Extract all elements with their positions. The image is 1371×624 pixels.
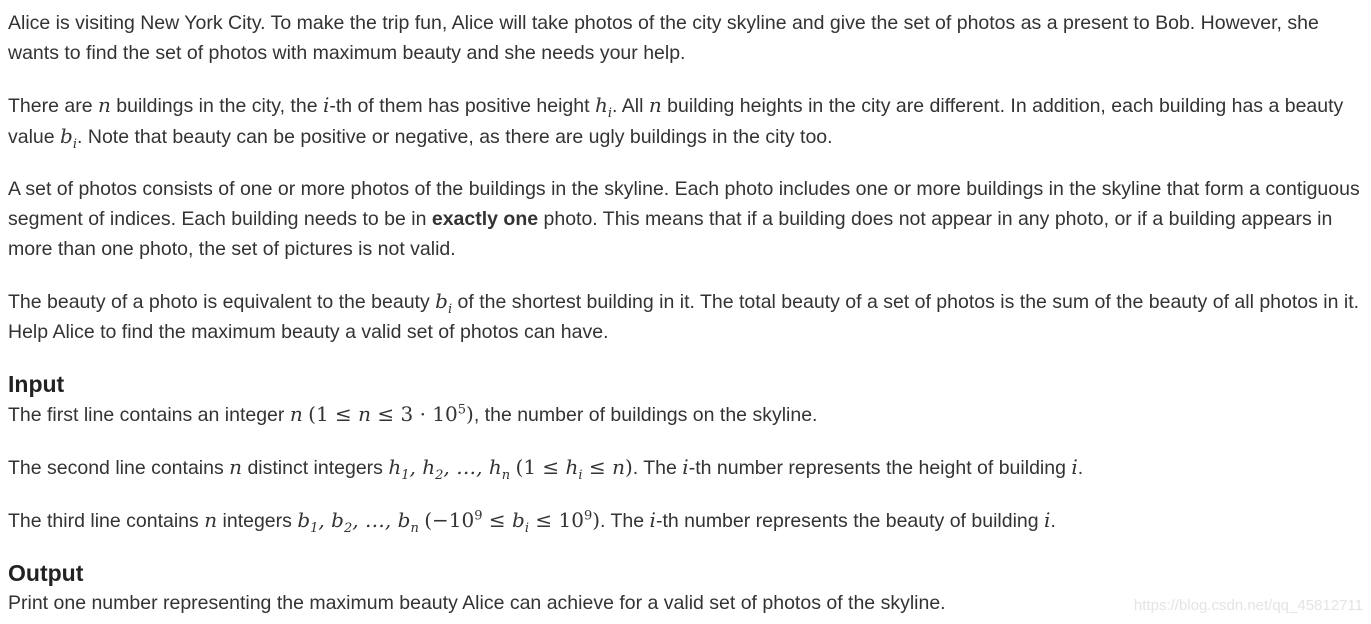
emphasis-text: exactly one <box>431 208 539 230</box>
paragraph-beauty <box>8 286 1364 347</box>
math-n: n <box>289 402 303 426</box>
text: The first line contains an integer <box>8 404 290 426</box>
text: of the shortest building in it. The total beauty of a set of photos is the sum of the beauty of all photos in it. Help Alice to find the maximum beauty a valid set of photos can have. <box>8 291 1360 343</box>
text: , the number of buildings on the skyline. <box>473 404 818 426</box>
text: buildings in the city, the <box>110 95 323 117</box>
math-n: n <box>204 508 218 532</box>
math-n: n <box>648 93 662 117</box>
text: building heights in the city are different. In addition, each building has a beauty value <box>8 95 1344 148</box>
text: A set of photos consists of one or more photos of the buildings in the skyline. Each photo includes one or more buildings in the skyline that form a contiguous segment of indices. Each building needs to be in <box>8 178 1360 230</box>
math-b-range: $(-10^9 \le b_i \le 10^9)$ <box>424 508 601 536</box>
math-i: i <box>1071 455 1078 479</box>
math-h-range: $(1 \le h_i \le n)$ <box>515 455 633 483</box>
math-n-range: $(1 \le n \le 3 \cdot 10^5)$ <box>308 402 474 426</box>
math-i: i <box>322 93 330 117</box>
math-i: i <box>682 455 689 479</box>
text: . Note that beauty can be positive or negative, as there are ugly buildings in the city too. <box>77 126 833 148</box>
text: distinct integers <box>242 457 389 479</box>
output-line: Print one number representing the maximum beauty Alice can achieve for a valid set of photos of the skyline. <box>8 592 946 614</box>
input-line-2 <box>8 452 1364 483</box>
input-heading: Input <box>8 371 65 397</box>
math-h-list: $h_1$, $h_2$, …, $h_n$ <box>388 455 511 483</box>
math-i: i <box>1044 508 1051 532</box>
text: The third line contains <box>8 510 205 532</box>
text: The second line contains <box>8 457 230 479</box>
paragraph-intro: Alice is visiting New York City. To make the trip fun, Alice will take photos of the city skyline and give the set of photos as a present to Bob. However, she wants to find the set of photos with maximum beauty and she needs your help. <box>8 12 1319 64</box>
math-i: i <box>649 508 656 532</box>
text: . All <box>612 95 649 117</box>
math-h-i: $h_i$ <box>594 93 612 121</box>
text: . The <box>632 457 683 479</box>
math-n: n <box>97 93 111 117</box>
math-b-i: $b_i$ <box>435 289 453 317</box>
math-b-i: $b_i$ <box>60 124 78 152</box>
text: The beauty of a photo is equivalent to the beauty <box>8 291 436 313</box>
text: -th number represents the height of building <box>688 457 1072 479</box>
output-heading: Output <box>8 560 84 586</box>
problem-statement <box>8 8 1364 618</box>
text: photo. This means that if a building does not appear in any photo, or if a building appears in more than one photo, the set of pictures is not valid. <box>8 208 1333 260</box>
math-b-list: $b_1$, $b_2$, …, $b_n$ <box>297 508 419 536</box>
text: . <box>1050 510 1056 532</box>
input-line-1 <box>8 399 1364 430</box>
paragraph-photo-set <box>8 174 1364 264</box>
text: integers <box>217 510 298 532</box>
text: There are <box>8 95 98 117</box>
text: . The <box>600 510 650 532</box>
math-n: n <box>229 455 243 479</box>
input-line-3 <box>8 505 1364 536</box>
text: -th number represents the beauty of building <box>655 510 1045 532</box>
text: . <box>1077 457 1084 479</box>
watermark: https://blog.csdn.net/qq_45812711 <box>1133 597 1363 614</box>
paragraph-buildings <box>8 90 1364 152</box>
text: -th of them has positive height <box>329 95 595 117</box>
